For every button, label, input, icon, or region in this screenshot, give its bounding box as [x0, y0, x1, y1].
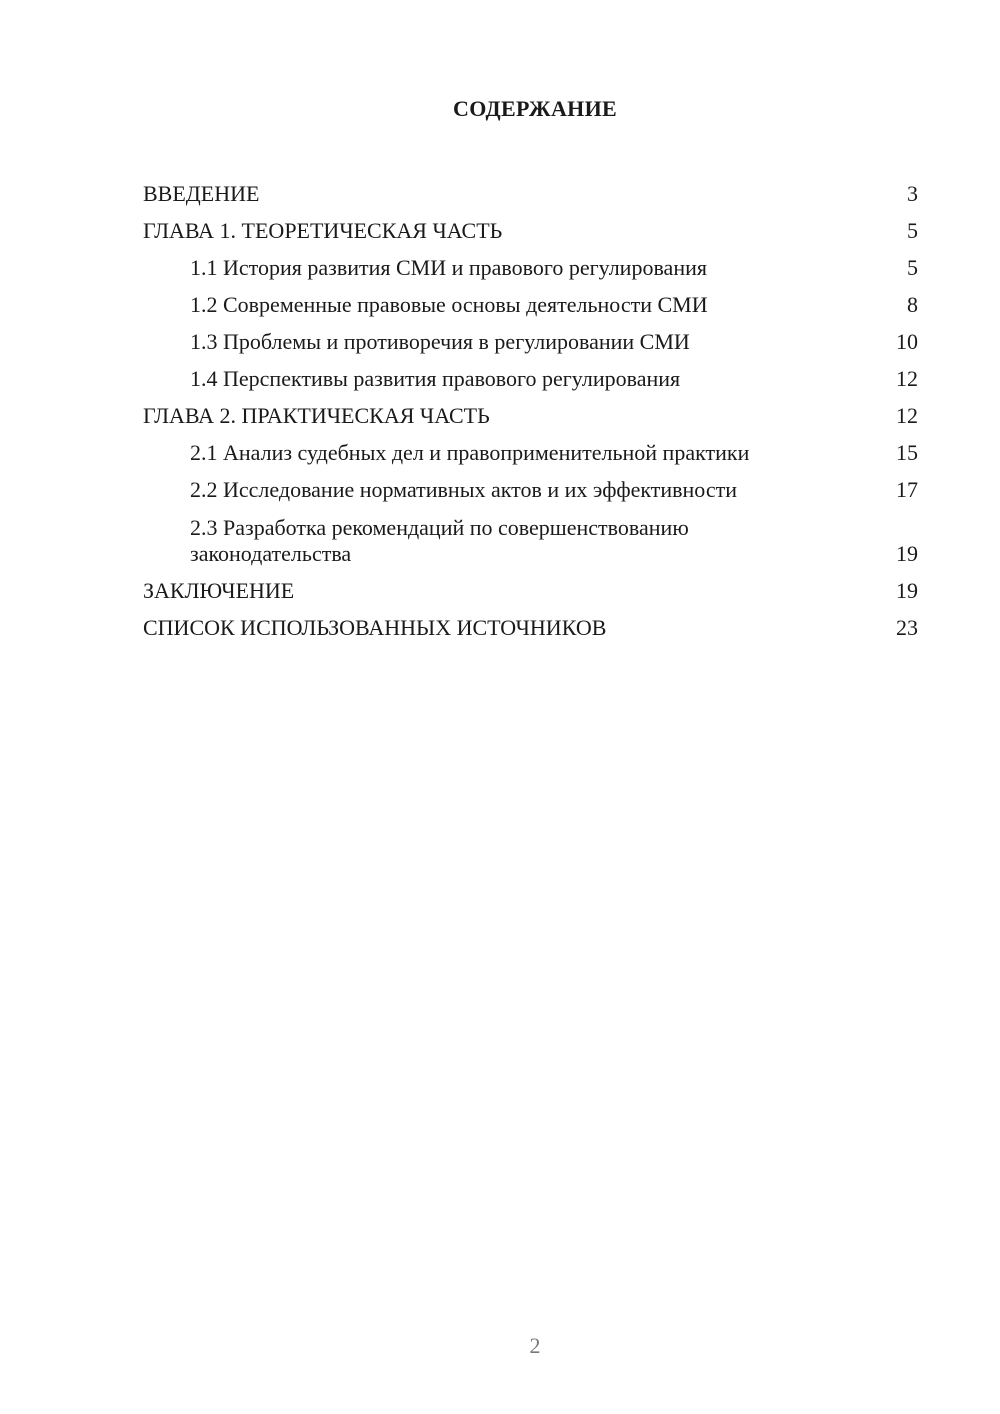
toc-entry-label: ГЛАВА 2. ПРАКТИЧЕСКАЯ ЧАСТЬ [143, 403, 490, 428]
toc-entry-page: 19 [896, 541, 918, 566]
toc-entry-page: 19 [896, 578, 918, 603]
toc-entry-page: 3 [907, 181, 918, 206]
page-number: 2 [529, 1333, 541, 1358]
toc-entry-page: 17 [896, 477, 918, 502]
toc-entry-section-2-3[interactable] [143, 503, 918, 567]
toc-entry-page: 5 [907, 218, 918, 243]
toc-entry-label: ЗАКЛЮЧЕНИЕ [143, 578, 295, 603]
toc-entry-chapter-1[interactable] [143, 207, 918, 244]
page-title: СОДЕРЖАНИЕ [453, 96, 617, 121]
toc-entry-references[interactable] [143, 604, 918, 641]
toc-entry-section-1-3[interactable] [143, 318, 918, 355]
toc-entry-page: 12 [896, 403, 918, 428]
toc-entry-section-2-1[interactable] [143, 429, 918, 466]
toc-entry-section-1-1[interactable] [143, 244, 918, 281]
toc-entry-label: ВВЕДЕНИЕ [143, 181, 260, 206]
toc-entry-label: 1.2 Современные правовые основы деятельности СМИ [190, 292, 708, 317]
toc-entry-page: 10 [896, 329, 918, 354]
toc-entry-label: 1.1 История развития СМИ и правового регулирования [190, 255, 707, 280]
toc-entry-label [143, 515, 888, 567]
toc-entry-conclusion[interactable] [143, 567, 918, 604]
toc-entry-label: 2.2 Исследование нормативных актов и их эффективности [190, 477, 738, 502]
toc-entry-page: 5 [907, 255, 918, 280]
toc-entry-label: 1.3 Проблемы и противоречия в регулировании СМИ [190, 329, 690, 354]
toc-entry-section-1-2[interactable] [143, 281, 918, 318]
toc-entry-chapter-2[interactable] [143, 392, 918, 429]
toc-entry-label: СПИСОК ИСПОЛЬЗОВАННЫХ ИСТОЧНИКОВ [143, 615, 607, 640]
table-of-contents [143, 170, 918, 641]
toc-entry-introduction[interactable] [143, 170, 918, 207]
toc-entry-page: 8 [907, 292, 918, 317]
toc-entry-page: 23 [896, 615, 918, 640]
toc-entry-page: 15 [896, 440, 918, 465]
toc-entry-section-1-4[interactable] [143, 355, 918, 392]
toc-entry-label-line-1: 2.3 Разработка рекомендаций по совершенствованию [190, 515, 689, 540]
toc-entry-label-line-2: законодательства [190, 541, 352, 566]
toc-entry-label: ГЛАВА 1. ТЕОРЕТИЧЕСКАЯ ЧАСТЬ [143, 218, 503, 243]
toc-entry-label: 2.1 Анализ судебных дел и правоприменительной практики [190, 440, 750, 465]
toc-entry-page: 12 [896, 366, 918, 391]
toc-entry-label: 1.4 Перспективы развития правового регулирования [190, 366, 681, 391]
toc-entry-section-2-2[interactable] [143, 466, 918, 503]
